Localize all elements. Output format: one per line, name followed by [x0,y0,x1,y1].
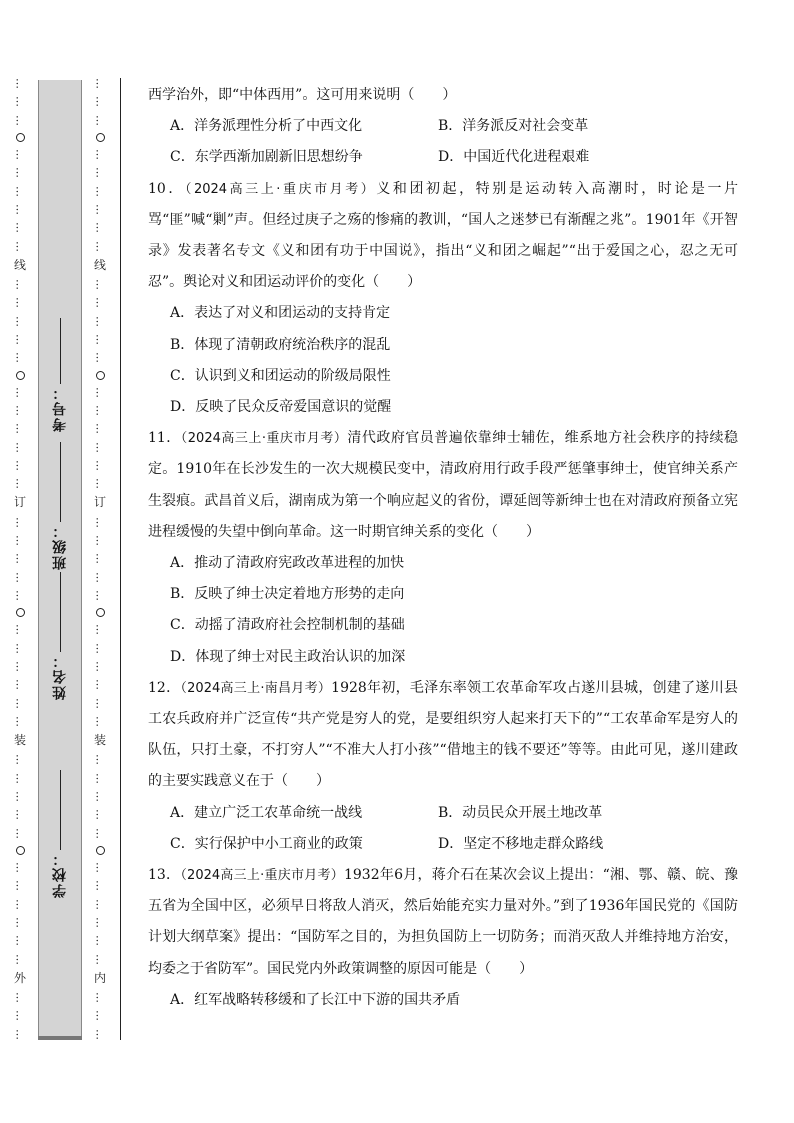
class-label: 班级： [52,522,68,570]
outer-dot: … [13,935,27,947]
outer-dot: … [13,459,27,471]
inner-dot: … [93,772,107,784]
q12-option-a[interactable]: A．建立广泛工农革命统一战线 [170,804,363,821]
q12-text: 1928年初，毛泽东率领工农革命军攻占遂川县城，创建了遂川县工农兵政府并广泛宣传“共产党是穷人的党，是要组织穷人起来打天下的”“工农革命军是穷人的队伍，只打土豪，不打穷人”“不准大人打小孩”“借地主的钱不要还”等等。由此可见，遂川建政的主要实践意义在于（ ） [148,679,738,790]
inner-dot: … [93,167,107,179]
inner-seal-char: 线 [93,257,106,272]
outer-seal-char: 订 [13,495,26,510]
outer-dot: … [13,916,27,928]
q10-number: 10． [148,180,185,197]
q10-option-c[interactable]: C．认识到义和团运动的阶级局限性 [170,367,391,384]
inner-dot: … [93,715,107,727]
outer-dot: … [13,516,27,528]
inner-dot: … [93,571,107,583]
outer-dot: … [13,441,27,453]
outer-dot: … [13,809,27,821]
outer-dot: … [13,478,27,490]
outer-dot: … [13,553,27,565]
q13-option-a[interactable]: A．红军战略转移缓和了长江中下游的国共矛盾 [170,991,461,1008]
inner-seal-char: 装 [93,733,106,748]
inner-dot: … [93,203,107,215]
inner-dot: … [93,478,107,490]
q12-options-row-2 [148,829,738,860]
name-field-line [60,572,61,652]
q10-stem [148,174,738,299]
inner-dot: … [93,352,107,364]
outer-circle-mark [16,133,25,142]
outer-dot: … [13,386,27,398]
q11-option-d[interactable]: D．体现了绅士对民主政治认识的加深 [170,648,406,665]
inner-dot: … [93,916,107,928]
outer-dot: … [13,297,27,309]
outer-circle-mark [16,846,25,855]
outer-dot: … [13,405,27,417]
name-field[interactable] [48,572,72,700]
outer-circle-mark [16,608,25,617]
question-content [148,80,738,1016]
q12-stem [148,673,738,798]
q9-options-row-2 [148,142,738,173]
q10-option-a[interactable]: A．表达了对义和团运动的支持肯定 [170,305,391,322]
inner-dot: … [93,1028,107,1040]
inner-dot: … [93,642,107,654]
inner-dot: … [93,315,107,327]
outer-seal-line [10,78,30,1040]
outer-dot: … [13,1028,27,1040]
school-field-line [60,770,61,850]
inner-circle-mark [96,133,105,142]
name-label: 姓名： [52,652,68,700]
outer-dot: … [13,697,27,709]
inner-dot: … [93,279,107,291]
inner-seal-char: 内 [93,970,106,985]
inner-dot: … [93,589,107,601]
inner-dot: … [93,898,107,910]
class-field[interactable] [48,442,72,570]
q9-option-d[interactable]: D．中国近代化进程艰难 [438,149,590,166]
inner-circle-mark [96,846,105,855]
inner-dot: … [93,953,107,965]
outer-dot: … [13,898,27,910]
outer-dot: … [13,827,27,839]
q10-option-d[interactable]: D．反映了民众反帝爱国意识的觉醒 [170,399,392,416]
school-label: 学校： [52,850,68,898]
inner-dot: … [93,185,107,197]
outer-seal-char: 线 [13,257,26,272]
inner-dot: … [93,333,107,345]
inner-seal-char: 订 [93,495,106,510]
inner-dot: … [93,1010,107,1022]
outer-dot: … [13,790,27,802]
inner-dot: … [93,78,107,89]
outer-dot: … [13,992,27,1004]
binding-strip-bottom [38,1036,82,1040]
inner-circle-mark [96,371,105,380]
outer-dot: … [13,1010,27,1022]
q13-source: （2024高三上·重庆市月考） [180,868,344,884]
outer-dot: … [13,149,27,161]
exam-number-field-line [60,318,61,384]
school-field[interactable] [48,770,72,898]
inner-dot: … [93,149,107,161]
outer-dot: … [13,624,27,636]
q9-stem-tail: 西学治外，即“中体西用”。这可用来说明（ ） [148,87,457,103]
q12-option-c[interactable]: C．实行保护中小工商业的政策 [170,835,363,852]
exam-number-field[interactable] [48,318,72,432]
inner-dot: … [93,624,107,636]
outer-dot: … [13,279,27,291]
inner-binding-rule [120,78,121,1040]
q11-option-a[interactable]: A．推动了清政府宪政改革进程的加快 [170,555,405,572]
q13-stem [148,860,738,985]
outer-dot: … [13,642,27,654]
inner-dot: … [93,423,107,435]
outer-dot: … [13,679,27,691]
inner-dot: … [93,405,107,417]
inner-dot: … [93,386,107,398]
outer-dot: … [13,571,27,583]
outer-dot: … [13,535,27,547]
outer-dot: … [13,352,27,364]
q13-text: 1932年6月，蒋介石在某次会议上提出：“湘、鄂、赣、皖、豫五省为全国中区，必须早日将敌人消灭，然后始能充实力量对外。”到了1936年国民党的《国防计划大纲草案》提出：“国防军之目的，为担负国防上一切防务；而消灭敌人并维持地方治安，均委之于省防军”。国民党内外政策调整的原因可能是（ ） [148,867,738,977]
outer-dot: … [13,78,27,89]
q11-option-c[interactable]: C．动摇了清政府社会控制机制的基础 [170,617,405,634]
q10-text: 义和团初起，特别是运动转入高潮时，时论是一片骂“匪”喊“剿”声。但经过庚子之殇的惨痛的教训，“国人之迷梦已有渐醒之兆”。1901年《开智录》发表著名专文《义和团有功于中国说》，指出“义和团之崛起”“出于爱国之心，忍之无可忍”。舆论对义和团运动评价的变化（ ） [148,180,738,291]
q9-options-row-1 [148,111,738,142]
q11-stem [148,423,738,548]
inner-dot: … [93,96,107,108]
outer-dot: … [13,754,27,766]
q10-option-b[interactable]: B．体现了清朝政府统治秩序的混乱 [170,336,391,353]
inner-dot: … [93,297,107,309]
inner-seal-line [90,78,110,1040]
inner-dot: … [93,992,107,1004]
q9-option-a[interactable]: A．洋务派理性分析了中西文化 [170,118,363,135]
inner-dot: … [93,935,107,947]
outer-dot: … [13,862,27,874]
outer-seal-char: 装 [13,733,26,748]
outer-dot: … [13,953,27,965]
q10-source: （2024高三上·重庆市月考） [184,181,377,197]
q12-number: 12． [148,679,181,696]
outer-dot: … [13,96,27,108]
outer-dot: … [13,222,27,234]
q11-option-b[interactable]: B．反映了绅士决定着地方形势的走向 [170,586,405,603]
inner-dot: … [93,459,107,471]
inner-dot: … [93,553,107,565]
inner-dot: … [93,790,107,802]
inner-dot: … [93,516,107,528]
exam-number-label: 考号： [52,384,68,432]
outer-circle-mark [16,371,25,380]
q13-number: 13． [148,867,181,884]
q12-options-row-1 [148,798,738,829]
inner-circle-mark [96,608,105,617]
outer-dot: … [13,185,27,197]
outer-dot: … [13,423,27,435]
outer-dot: … [13,880,27,892]
inner-dot: … [93,754,107,766]
inner-dot: … [93,697,107,709]
inner-dot: … [93,240,107,252]
q11-source: （2024高三上·重庆市月考） [180,431,348,447]
outer-dot: … [13,661,27,672]
inner-dot: … [93,114,107,126]
inner-dot: … [93,661,107,672]
inner-dot: … [93,862,107,874]
q9-option-c[interactable]: C．东学西渐加剧新旧思想纷争 [170,149,363,166]
q9-option-b[interactable]: B．洋务派反对社会变革 [438,118,589,135]
q11-text: 清代政府官员普遍依靠绅士辅佐，维系地方社会秩序的持续稳定。1910年在长沙发生的一次大规模民变中，清政府用行政手段严惩肇事绅士，使官绅关系产生裂痕。武昌首义后，湖南成为第一个响应起义的省份，谭延闿等新绅士也在对清政府预备立宪进程缓慢的失望中倒向革命。这一时期官绅关系的变化（ ） [148,430,739,540]
outer-dot: … [13,203,27,215]
class-field-line [60,442,61,522]
q11-number: 11． [148,430,181,447]
inner-dot: … [93,441,107,453]
inner-dot: … [93,679,107,691]
q12-option-d[interactable]: D．坚定不移地走群众路线 [438,835,604,852]
outer-dot: … [13,114,27,126]
outer-dot: … [13,589,27,601]
inner-dot: … [93,535,107,547]
inner-dot: … [93,880,107,892]
outer-dot: … [13,772,27,784]
outer-dot: … [13,333,27,345]
q12-option-b[interactable]: B．动员民众开展土地改革 [438,804,603,821]
q12-source: （2024高三上·南昌月考） [180,680,332,696]
outer-dot: … [13,167,27,179]
inner-dot: … [93,809,107,821]
outer-dot: … [13,240,27,252]
outer-dot: … [13,315,27,327]
inner-dot: … [93,827,107,839]
outer-seal-char: 外 [13,970,26,985]
outer-dot: … [13,715,27,727]
inner-dot: … [93,222,107,234]
